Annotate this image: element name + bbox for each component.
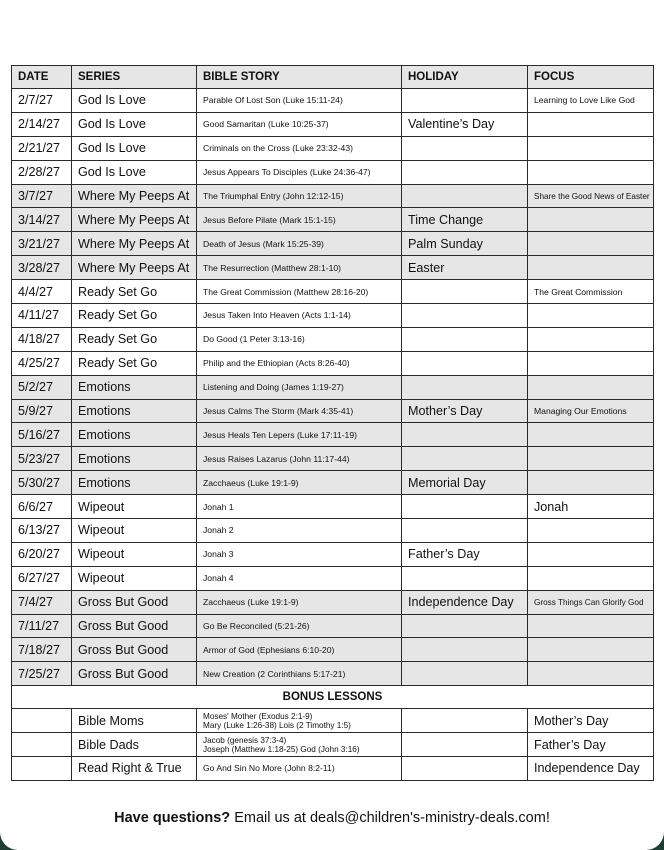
cell-series: Ready Set Go bbox=[72, 327, 197, 351]
cell-series: Ready Set Go bbox=[72, 304, 197, 328]
table-row bbox=[12, 375, 654, 399]
cell-bible-story: Parable Of Lost Son (Luke 15:11-24) bbox=[197, 89, 402, 113]
cell-focus: Learning to Love Like God bbox=[528, 89, 654, 113]
table-row bbox=[12, 447, 654, 471]
cell-series: Gross But Good bbox=[72, 590, 197, 614]
cell-date: 4/11/27 bbox=[12, 304, 72, 328]
cell-holiday bbox=[402, 662, 528, 686]
bonus-row bbox=[12, 709, 654, 733]
cell-series: Emotions bbox=[72, 375, 197, 399]
cell-focus bbox=[528, 232, 654, 256]
cell-bible-story bbox=[197, 733, 402, 757]
cell-bible-story: Jonah 3 bbox=[197, 542, 402, 566]
cell-bible-story: Jesus Appears To Disciples (Luke 24:36-47) bbox=[197, 160, 402, 184]
cell-bible-story: Death of Jesus (Mark 15:25-39) bbox=[197, 232, 402, 256]
cell-date: 6/20/27 bbox=[12, 542, 72, 566]
cell-holiday bbox=[402, 375, 528, 399]
cell-holiday bbox=[402, 495, 528, 519]
cell-date bbox=[12, 709, 72, 733]
cell-focus bbox=[528, 447, 654, 471]
cell-bible-story: Jonah 1 bbox=[197, 495, 402, 519]
cell-date: 2/21/27 bbox=[12, 136, 72, 160]
cell-holiday: Time Change bbox=[402, 208, 528, 232]
cell-series: Wipeout bbox=[72, 566, 197, 590]
cell-series: God Is Love bbox=[72, 136, 197, 160]
cell-bible-story: Jonah 4 bbox=[197, 566, 402, 590]
cell-date: 5/9/27 bbox=[12, 399, 72, 423]
cell-series: Where My Peeps At bbox=[72, 208, 197, 232]
table-row bbox=[12, 232, 654, 256]
cell-holiday bbox=[402, 423, 528, 447]
table-row bbox=[12, 327, 654, 351]
cell-series: Where My Peeps At bbox=[72, 232, 197, 256]
cell-series: Gross But Good bbox=[72, 662, 197, 686]
cell-focus bbox=[528, 208, 654, 232]
cell-focus bbox=[528, 136, 654, 160]
cell-bible-story: New Creation (2 Corinthians 5:17-21) bbox=[197, 662, 402, 686]
cell-focus bbox=[528, 519, 654, 543]
story-line: Jacob (genesis 37:3-4) bbox=[203, 735, 287, 745]
cell-bible-story: Go Be Reconciled (5:21-26) bbox=[197, 614, 402, 638]
schedule-table bbox=[11, 65, 654, 781]
cell-focus: The Great Commission bbox=[528, 280, 654, 304]
cell-focus bbox=[528, 542, 654, 566]
cell-bible-story: The Triumphal Entry (John 12:12-15) bbox=[197, 184, 402, 208]
table-row bbox=[12, 566, 654, 590]
table-row bbox=[12, 184, 654, 208]
cell-date: 4/25/27 bbox=[12, 351, 72, 375]
cell-series: Gross But Good bbox=[72, 638, 197, 662]
cell-series: Bible Moms bbox=[72, 709, 197, 733]
cell-series: Wipeout bbox=[72, 495, 197, 519]
table-row bbox=[12, 304, 654, 328]
cell-series: Where My Peeps At bbox=[72, 184, 197, 208]
cell-focus bbox=[528, 304, 654, 328]
table-row bbox=[12, 112, 654, 136]
cell-holiday bbox=[402, 566, 528, 590]
table-row bbox=[12, 89, 654, 113]
cell-series: Emotions bbox=[72, 399, 197, 423]
cell-focus bbox=[528, 160, 654, 184]
cell-series: God Is Love bbox=[72, 160, 197, 184]
cell-bible-story: Jesus Before Pilate (Mark 15:1-15) bbox=[197, 208, 402, 232]
cell-bible-story: Jesus Heals Ten Lepers (Luke 17:11-19) bbox=[197, 423, 402, 447]
cell-series: Ready Set Go bbox=[72, 351, 197, 375]
table-row bbox=[12, 542, 654, 566]
cell-date: 5/30/27 bbox=[12, 471, 72, 495]
cell-date: 3/21/27 bbox=[12, 232, 72, 256]
cell-focus bbox=[528, 112, 654, 136]
column-header-bible-story: BIBLE STORY bbox=[197, 66, 402, 89]
cell-bible-story: Jesus Raises Lazarus (John 11:17-44) bbox=[197, 447, 402, 471]
cell-bible-story bbox=[197, 709, 402, 733]
table-row bbox=[12, 590, 654, 614]
cell-bible-story: Jesus Calms The Storm (Mark 4:35-41) bbox=[197, 399, 402, 423]
cell-date: 2/28/27 bbox=[12, 160, 72, 184]
cell-holiday: Father’s Day bbox=[402, 542, 528, 566]
cell-holiday bbox=[402, 160, 528, 184]
table-row bbox=[12, 136, 654, 160]
cell-series: Emotions bbox=[72, 423, 197, 447]
cell-series: Emotions bbox=[72, 447, 197, 471]
table-header-row bbox=[12, 66, 654, 89]
cell-focus bbox=[528, 423, 654, 447]
cell-date: 5/16/27 bbox=[12, 423, 72, 447]
cell-date: 3/7/27 bbox=[12, 184, 72, 208]
cell-date bbox=[12, 733, 72, 757]
cell-focus: Independence Day bbox=[528, 757, 654, 781]
cell-holiday bbox=[402, 327, 528, 351]
cell-holiday bbox=[402, 184, 528, 208]
cell-bible-story: Philip and the Ethiopian (Acts 8:26-40) bbox=[197, 351, 402, 375]
bonus-row bbox=[12, 733, 654, 757]
table-row bbox=[12, 351, 654, 375]
cell-series: Read Right & True bbox=[72, 757, 197, 781]
cell-holiday: Mother’s Day bbox=[402, 399, 528, 423]
bonus-row bbox=[12, 757, 654, 781]
cell-series: Where My Peeps At bbox=[72, 256, 197, 280]
cell-holiday bbox=[402, 638, 528, 662]
table-row bbox=[12, 423, 654, 447]
column-header-series: SERIES bbox=[72, 66, 197, 89]
cell-series: Wipeout bbox=[72, 542, 197, 566]
cell-focus bbox=[528, 351, 654, 375]
table-row bbox=[12, 208, 654, 232]
cell-holiday bbox=[402, 614, 528, 638]
cell-focus: Jonah bbox=[528, 495, 654, 519]
story-line: Go And Sin No More (John 8:2-11) bbox=[203, 763, 335, 774]
cell-focus bbox=[528, 256, 654, 280]
cell-series: Bible Dads bbox=[72, 733, 197, 757]
cell-focus: Father’s Day bbox=[528, 733, 654, 757]
cell-holiday bbox=[402, 304, 528, 328]
bonus-lessons-heading: BONUS LESSONS bbox=[12, 686, 654, 709]
cell-bible-story: Criminals on the Cross (Luke 23:32-43) bbox=[197, 136, 402, 160]
cell-holiday bbox=[402, 280, 528, 304]
cell-bible-story: Jesus Taken Into Heaven (Acts 1:1-14) bbox=[197, 304, 402, 328]
cell-focus: Gross Things Can Glorify God bbox=[528, 590, 654, 614]
cell-holiday: Independence Day bbox=[402, 590, 528, 614]
cell-focus bbox=[528, 614, 654, 638]
cell-date: 6/27/27 bbox=[12, 566, 72, 590]
cell-series: God Is Love bbox=[72, 89, 197, 113]
cell-focus bbox=[528, 638, 654, 662]
table-row bbox=[12, 471, 654, 495]
cell-holiday: Memorial Day bbox=[402, 471, 528, 495]
cell-bible-story bbox=[197, 757, 402, 781]
cell-date: 5/23/27 bbox=[12, 447, 72, 471]
cell-holiday: Easter bbox=[402, 256, 528, 280]
cell-date: 2/14/27 bbox=[12, 112, 72, 136]
column-header-date: DATE bbox=[12, 66, 72, 89]
cell-date: 6/13/27 bbox=[12, 519, 72, 543]
table-row bbox=[12, 638, 654, 662]
cell-focus: Mother’s Day bbox=[528, 709, 654, 733]
cell-holiday bbox=[402, 89, 528, 113]
cell-bible-story: Listening and Doing (James 1:19-27) bbox=[197, 375, 402, 399]
table-row bbox=[12, 495, 654, 519]
cell-date: 7/4/27 bbox=[12, 590, 72, 614]
cell-holiday: Palm Sunday bbox=[402, 232, 528, 256]
table-row bbox=[12, 662, 654, 686]
cell-series: Wipeout bbox=[72, 519, 197, 543]
footer-question: Have questions? bbox=[114, 810, 231, 826]
cell-date: 5/2/27 bbox=[12, 375, 72, 399]
contact-footer bbox=[0, 810, 664, 826]
cell-holiday bbox=[402, 757, 528, 781]
cell-focus bbox=[528, 375, 654, 399]
cell-focus bbox=[528, 662, 654, 686]
cell-focus: Share the Good News of Easter bbox=[528, 184, 654, 208]
cell-bible-story: Armor of God (Ephesians 6:10-20) bbox=[197, 638, 402, 662]
table-row bbox=[12, 256, 654, 280]
cell-series: God Is Love bbox=[72, 112, 197, 136]
cell-focus bbox=[528, 471, 654, 495]
table-row bbox=[12, 280, 654, 304]
cell-holiday bbox=[402, 136, 528, 160]
table-row bbox=[12, 399, 654, 423]
cell-date: 3/14/27 bbox=[12, 208, 72, 232]
footer-email-text: Email us at deals@children's-ministry-deals.com! bbox=[230, 810, 550, 826]
cell-date: 4/18/27 bbox=[12, 327, 72, 351]
cell-bible-story: The Resurrection (Matthew 28:1-10) bbox=[197, 256, 402, 280]
cell-date: 4/4/27 bbox=[12, 280, 72, 304]
cell-date: 7/18/27 bbox=[12, 638, 72, 662]
cell-holiday bbox=[402, 709, 528, 733]
cell-date bbox=[12, 757, 72, 781]
bonus-lessons-header-row bbox=[12, 686, 654, 709]
cell-date: 7/25/27 bbox=[12, 662, 72, 686]
cell-date: 6/6/27 bbox=[12, 495, 72, 519]
cell-series: Ready Set Go bbox=[72, 280, 197, 304]
table-row bbox=[12, 614, 654, 638]
cell-holiday bbox=[402, 519, 528, 543]
cell-focus bbox=[528, 327, 654, 351]
cell-focus: Managing Our Emotions bbox=[528, 399, 654, 423]
cell-holiday bbox=[402, 351, 528, 375]
story-line: Moses' Mother (Exodus 2:1-9) bbox=[203, 711, 313, 721]
cell-focus bbox=[528, 566, 654, 590]
column-header-holiday: HOLIDAY bbox=[402, 66, 528, 89]
table-row bbox=[12, 160, 654, 184]
cell-date: 3/28/27 bbox=[12, 256, 72, 280]
cell-holiday bbox=[402, 733, 528, 757]
cell-series: Gross But Good bbox=[72, 614, 197, 638]
cell-bible-story: Jonah 2 bbox=[197, 519, 402, 543]
cell-bible-story: The Great Commission (Matthew 28:16-20) bbox=[197, 280, 402, 304]
cell-holiday bbox=[402, 447, 528, 471]
cell-holiday: Valentine’s Day bbox=[402, 112, 528, 136]
cell-series: Emotions bbox=[72, 471, 197, 495]
cell-bible-story: Zacchaeus (Luke 19:1-9) bbox=[197, 471, 402, 495]
story-line: Joseph (Matthew 1:18-25) God (John 3:16) bbox=[203, 744, 360, 754]
story-line: Mary (Luke 1:26-38) Lois (2 Timothy 1:5) bbox=[203, 720, 351, 730]
column-header-focus: FOCUS bbox=[528, 66, 654, 89]
table-row bbox=[12, 519, 654, 543]
cell-date: 2/7/27 bbox=[12, 89, 72, 113]
cell-date: 7/11/27 bbox=[12, 614, 72, 638]
cell-bible-story: Do Good (1 Peter 3:13-16) bbox=[197, 327, 402, 351]
cell-bible-story: Zacchaeus (Luke 19:1-9) bbox=[197, 590, 402, 614]
cell-bible-story: Good Samaritan (Luke 10:25-37) bbox=[197, 112, 402, 136]
